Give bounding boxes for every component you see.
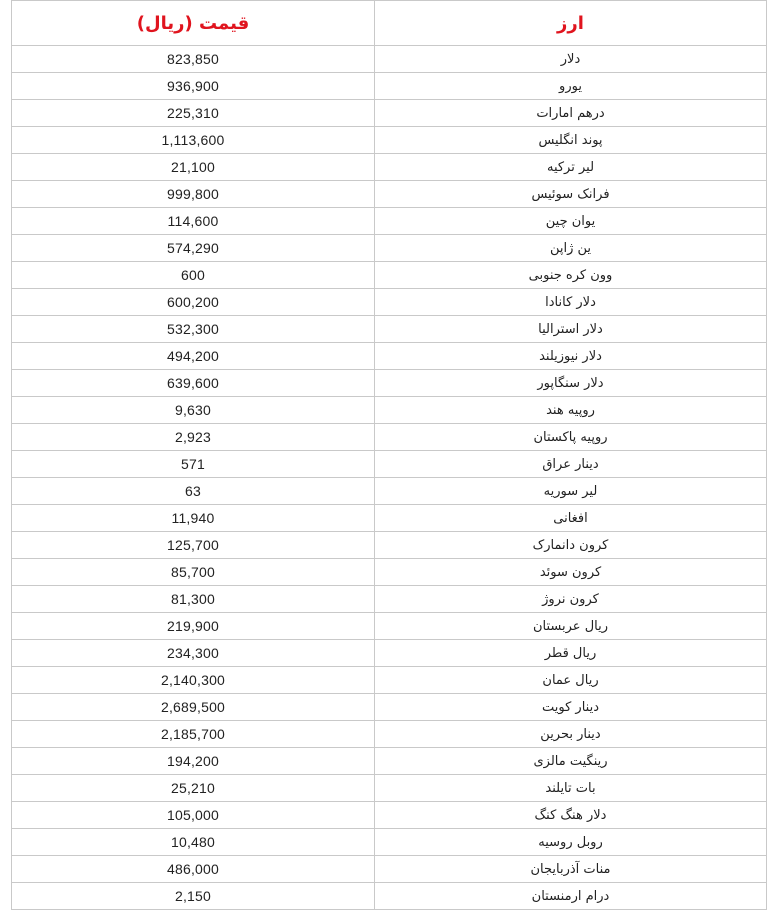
currency-name-cell: یورو [375,73,767,100]
currency-name-cell: فرانک سوئیس [375,181,767,208]
table-row [12,154,767,181]
price-cell: 234,300 [12,640,375,667]
currency-name-cell: پوند انگلیس [375,127,767,154]
table-row [12,73,767,100]
price-cell: 600 [12,262,375,289]
price-cell: 2,923 [12,424,375,451]
table-row [12,613,767,640]
currency-name-cell: کرون نروژ [375,586,767,613]
table-row [12,208,767,235]
table-row [12,559,767,586]
table-row [12,586,767,613]
price-cell: 639,600 [12,370,375,397]
table-row [12,532,767,559]
currency-name-cell: روبل روسیه [375,829,767,856]
currency-name-cell: دلار نیوزیلند [375,343,767,370]
currency-price-table [11,0,767,910]
price-cell: 2,689,500 [12,694,375,721]
price-cell: 2,150 [12,883,375,910]
price-cell: 823,850 [12,46,375,73]
currency-name-cell: دلار هنگ کنگ [375,802,767,829]
currency-name-cell: رینگیت مالزی [375,748,767,775]
table-row [12,181,767,208]
table-row [12,46,767,73]
price-cell: 574,290 [12,235,375,262]
table-row [12,370,767,397]
currency-name-cell: کرون دانمارک [375,532,767,559]
table-row [12,235,767,262]
currency-name-cell: دلار کانادا [375,289,767,316]
currency-name-cell: دلار استرالیا [375,316,767,343]
table-body [12,46,767,910]
table-row [12,775,767,802]
table-row [12,640,767,667]
price-cell: 600,200 [12,289,375,316]
currency-name-cell: دینار بحرین [375,721,767,748]
table-row [12,343,767,370]
table-row [12,100,767,127]
table-row [12,127,767,154]
table-row [12,829,767,856]
price-cell: 21,100 [12,154,375,181]
currency-name-cell: کرون سوئد [375,559,767,586]
table-row [12,505,767,532]
price-cell: 85,700 [12,559,375,586]
price-cell: 25,210 [12,775,375,802]
table-row [12,748,767,775]
price-column-header: قیمت (ریال) [12,1,375,46]
table-header-row [12,1,767,46]
currency-name-cell: درهم امارات [375,100,767,127]
price-cell: 494,200 [12,343,375,370]
price-cell: 999,800 [12,181,375,208]
table-row [12,316,767,343]
price-cell: 63 [12,478,375,505]
price-cell: 194,200 [12,748,375,775]
price-cell: 2,185,700 [12,721,375,748]
currency-name-cell: منات آذربایجان [375,856,767,883]
currency-name-cell: دلار [375,46,767,73]
currency-name-cell: ریال عربستان [375,613,767,640]
currency-name-cell: درام ارمنستان [375,883,767,910]
table-row [12,883,767,910]
price-cell: 1,113,600 [12,127,375,154]
price-cell: 486,000 [12,856,375,883]
currency-name-cell: ریال عمان [375,667,767,694]
price-cell: 10,480 [12,829,375,856]
table-row [12,451,767,478]
price-cell: 2,140,300 [12,667,375,694]
table-row [12,802,767,829]
price-cell: 532,300 [12,316,375,343]
currency-name-cell: دلار سنگاپور [375,370,767,397]
currency-name-cell: لیر ترکیه [375,154,767,181]
currency-name-cell: دینار کویت [375,694,767,721]
currency-name-cell: بات تایلند [375,775,767,802]
table-row [12,856,767,883]
currency-name-cell: وون کره جنوبی [375,262,767,289]
price-cell: 105,000 [12,802,375,829]
price-cell: 936,900 [12,73,375,100]
currency-column-header: ارز [375,1,767,46]
currency-name-cell: یوان چین [375,208,767,235]
currency-name-cell: افغانی [375,505,767,532]
price-cell: 219,900 [12,613,375,640]
currency-name-cell: دینار عراق [375,451,767,478]
currency-name-cell: ریال قطر [375,640,767,667]
price-cell: 9,630 [12,397,375,424]
price-cell: 81,300 [12,586,375,613]
price-cell: 11,940 [12,505,375,532]
price-cell: 225,310 [12,100,375,127]
price-cell: 571 [12,451,375,478]
price-cell: 114,600 [12,208,375,235]
currency-name-cell: لیر سوریه [375,478,767,505]
currency-name-cell: روپیه پاکستان [375,424,767,451]
table-row [12,289,767,316]
table-row [12,262,767,289]
table-row [12,397,767,424]
price-cell: 125,700 [12,532,375,559]
table-row [12,694,767,721]
table-row [12,721,767,748]
table-row [12,667,767,694]
currency-name-cell: ین ژاپن [375,235,767,262]
currency-name-cell: روپیه هند [375,397,767,424]
table-row [12,424,767,451]
table-row [12,478,767,505]
